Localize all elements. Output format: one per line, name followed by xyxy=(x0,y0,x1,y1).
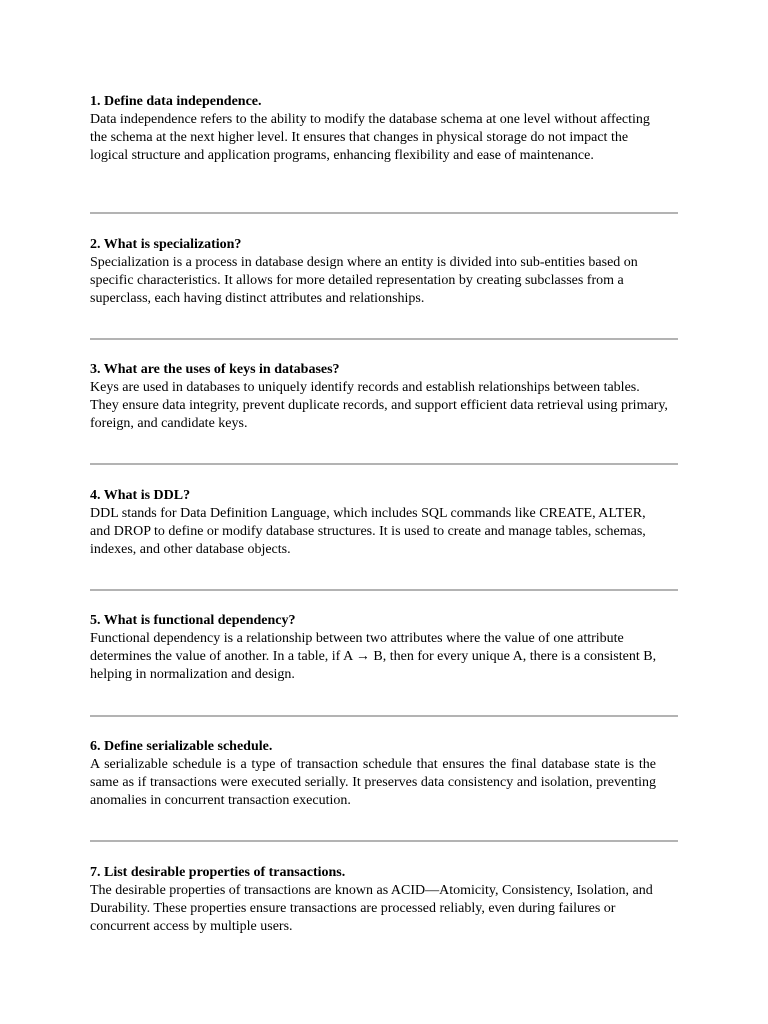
qa-block-5 xyxy=(90,612,678,684)
qa-block-7 xyxy=(90,864,678,936)
qa-block-2 xyxy=(90,236,678,308)
qa-block-6 xyxy=(90,738,678,810)
question-heading: 2. What is specialization? xyxy=(90,237,242,252)
qa-block-1 xyxy=(90,93,678,165)
section-divider xyxy=(90,715,678,717)
question-heading: 1. Define data independence. xyxy=(90,94,262,109)
question-heading: 5. What is functional dependency? xyxy=(90,613,296,628)
section-divider xyxy=(90,589,678,591)
question-heading: 3. What are the uses of keys in databases? xyxy=(90,362,340,377)
qa-block-4 xyxy=(90,487,678,559)
answer-text: The desirable properties of transactions are known as ACID—Atomicity, Consistency, Isolation, and Durability. These properties ensure transactions are processed reliably, even during failures or concurrent access by multiple users. xyxy=(90,883,653,934)
section-divider xyxy=(90,840,678,842)
answer-text: DDL stands for Data Definition Language, which includes SQL commands like CREATE, ALTER, and DROP to define or modify database structures. It is used to create and manage tables, schemas, indexes, and other database objects. xyxy=(90,506,646,557)
answer-text: Specialization is a process in database design where an entity is divided into sub-entities based on specific characteristics. It allows for more detailed representation by creating subclasses from a superclass, each having distinct attributes and relationships. xyxy=(90,255,638,306)
section-divider xyxy=(90,463,678,465)
question-heading: 6. Define serializable schedule. xyxy=(90,739,273,754)
answer-text: Functional dependency is a relationship between two attributes where the value of one attribute determines the value of another. In a table, if A → B, then for every unique A, there is a consistent B, helping in normalization and design. xyxy=(90,631,657,682)
answer-text: Data independence refers to the ability to modify the database schema at one level without affecting the schema at the next higher level. It ensures that changes in physical storage do not impact the logical structure and application programs, enhancing flexibility and ease of maintenance. xyxy=(90,112,650,163)
qa-block-3 xyxy=(90,361,678,433)
answer-text: Keys are used in databases to uniquely identify records and establish relationships between tables. They ensure data integrity, prevent duplicate records, and support efficient data retrieval using primary, foreign, and candidate keys. xyxy=(90,380,668,431)
section-divider xyxy=(90,338,678,340)
answer-text: A serializable schedule is a type of transaction schedule that ensures the final database state is the same as if transactions were executed serially. It preserves data consistency and isolation, preventing anomalies in concurrent transaction execution. xyxy=(90,757,656,808)
question-heading: 4. What is DDL? xyxy=(90,488,191,503)
question-heading: 7. List desirable properties of transactions. xyxy=(90,865,346,880)
section-divider xyxy=(90,212,678,214)
